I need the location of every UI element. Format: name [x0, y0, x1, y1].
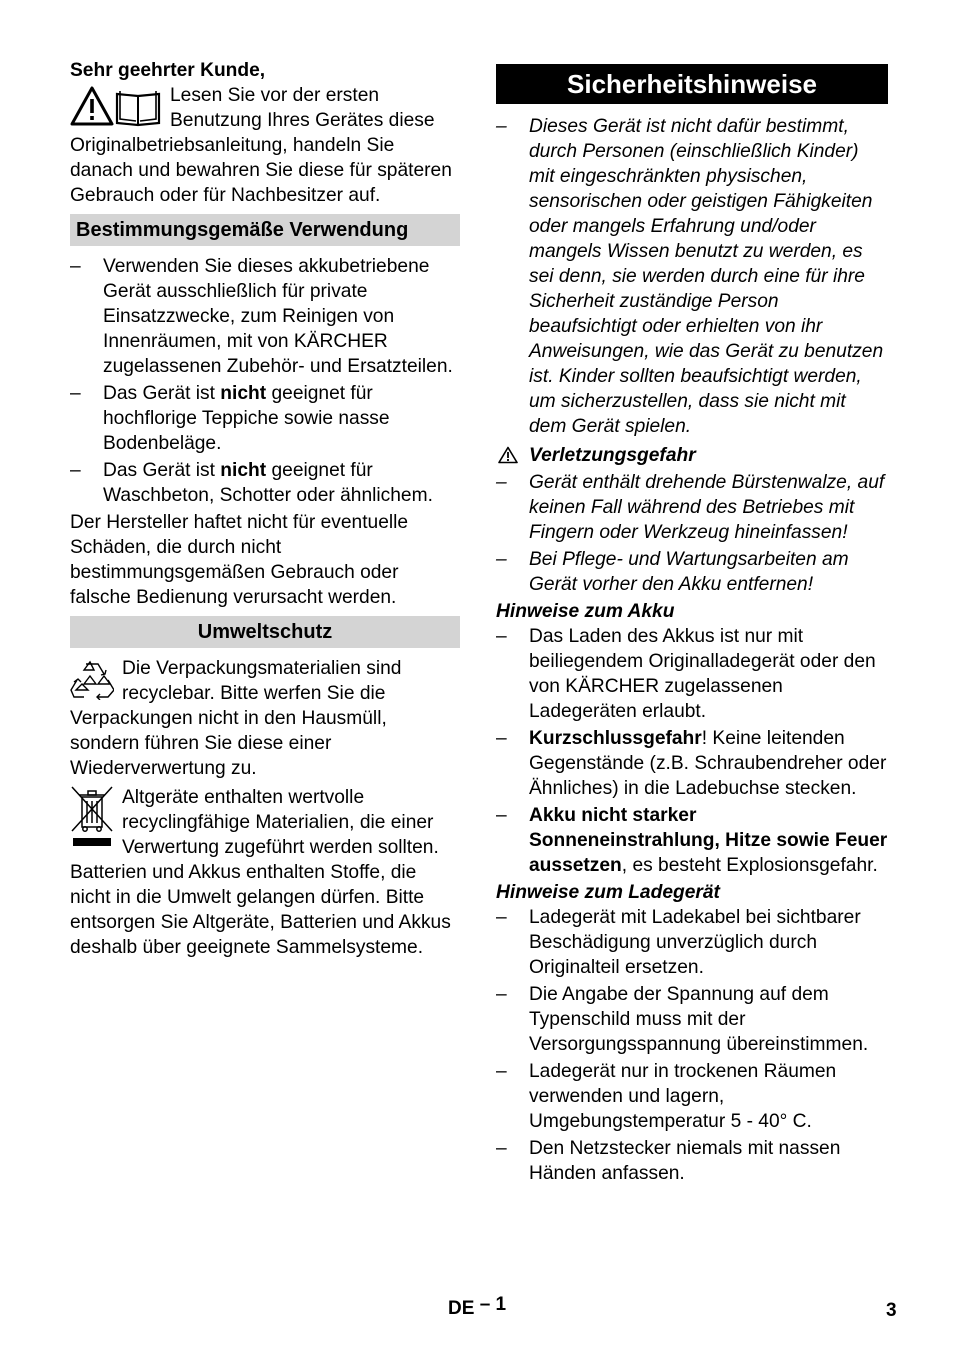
section-heading-environment: Umweltschutz [70, 616, 460, 648]
list-item: – Das Gerät ist nicht geeignet für Waschbeton, Schotter oder ähnlichem. [70, 460, 433, 506]
list-item: – Das Laden des Akkus ist nur mit beiliegendem Originalladegerät oder den von KÄRCHER zugelassenen Ladegeräten erlaubt. [496, 626, 876, 722]
charger-heading: Hinweise zum Ladegerät [496, 882, 720, 903]
list-item: – Den Netzstecker niemals mit nassen Händen anfassen. [496, 1138, 841, 1184]
right-column [496, 58, 888, 1188]
intro-block [70, 83, 460, 208]
list-item: – Gerät enthält drehende Bürstenwalze, auf keinen Fall während des Betriebes mit Fingern oder Werkzeug hineinfassen! [496, 472, 885, 543]
list-item: – Dieses Gerät ist nicht dafür bestimmt, durch Personen (einschließlich Kinder) mit eingeschränkten physischen, sensorischen oder geistigen Fähigkeiten oder mangels Erfahrung und/oder mangels Wissen benutzt zu werden, es sei denn, sie werden durch eine für ihre Sicherheit zuständige Person beaufsichtigt oder erhielten von ihr Anweisungen, wie das Gerät zu benutzen ist. Kinder sollten beaufsichtigt werden, um sicherzustellen, dass sie nicht mit dem Gerät spielen. [496, 116, 884, 437]
recycle-block [70, 656, 460, 781]
liability-text: Der Hersteller haftet nicht für eventuelle Schäden, die durch nicht bestimmungsgemäßen Gebrauch oder falsche Bedienung verursacht werden. [70, 512, 409, 608]
recycling-icon [70, 660, 114, 700]
left-column [70, 58, 460, 960]
battery-list [496, 624, 888, 878]
list-item: – Ladegerät mit Ladekabel bei sichtbarer Beschädigung unverzüglich durch Originalteil ersetzen. [496, 907, 861, 978]
list-item: – Die Angabe der Spannung auf dem Typenschild muss mit der Versorgungsspannung übereinstimmen. [496, 984, 869, 1055]
greeting: Sehr geehrter Kunde, [70, 60, 266, 81]
intro-text: Lesen Sie vor der ersten Benutzung Ihres Gerätes diese Originalbetriebsanleitung, handeln Sie danach und bewahren Sie diese für späteren Gebrauch oder für Nachbesitzer auf. [70, 85, 452, 206]
list-item: – Akku nicht starker Sonneneinstrahlung, Hitze sowie Feuer aussetzen, es besteht Explosionsgefahr. [496, 805, 888, 876]
warning-triangle-icon [70, 85, 162, 129]
safety-intro-list [496, 114, 888, 439]
recycle-text: Die Verpackungsmaterialien sind recyclebar. Bitte werfen Sie die Verpackungen nicht in den Hausmüll, sondern führen Sie diese einer Wiederverwertung zu. [70, 658, 402, 779]
page-number: 3 [886, 1300, 897, 1321]
battery-heading: Hinweise zum Akku [496, 601, 675, 622]
list-item: – Kurzschlussgefahr! Keine leitenden Gegenstände (z.B. Schraubendreher oder Ähnliches) in die Ladebuchse stecken. [496, 728, 887, 799]
section-heading-intended-use: Bestimmungsgemäße Verwendung [70, 214, 460, 246]
injury-list [496, 470, 888, 597]
list-item: – Ladegerät nur in trockenen Räumen verwenden und lagern, Umgebungstemperatur 5 - 40° C. [496, 1061, 837, 1132]
warning-triangle-icon [498, 446, 518, 471]
list-item: – Bei Pflege- und Wartungsarbeiten am Gerät vorher den Akku entfernen! [496, 549, 849, 595]
footer-section-label: DE – 1 [448, 1294, 507, 1319]
warning-manual-icons [70, 85, 162, 129]
injury-warning: Verletzungsgefahr [496, 443, 888, 468]
list-item: – Verwenden Sie dieses akkubetriebene Gerät ausschließlich für private Einsatzzwecke, zum Reinigen von Innenräumen, mit von KÄRCHER zugelassenen Zubehör- und Ersatzteilen. [70, 256, 453, 377]
intended-use-list [70, 254, 460, 508]
safety-title: Sicherheitshinweise [496, 64, 888, 104]
charger-list [496, 905, 888, 1186]
crossed-bin-icon [70, 785, 114, 849]
list-item: – Das Gerät ist nicht geeignet für hochflorige Teppiche sowie nasse Bodenbeläge. [70, 383, 390, 454]
disposal-text: Altgeräte enthalten wertvolle recyclingfähige Materialien, die einer Verwertung zugeführt werden sollten. Batterien und Akkus enthalten Stoffe, die nicht in die Umwelt gelangen dürfen. Bitte entsorgen Sie Altgeräte, Batterien und Akkus deshalb über geeignete Sammelsysteme. [70, 787, 451, 958]
disposal-block [70, 785, 460, 960]
manual-book-icon [117, 91, 159, 125]
